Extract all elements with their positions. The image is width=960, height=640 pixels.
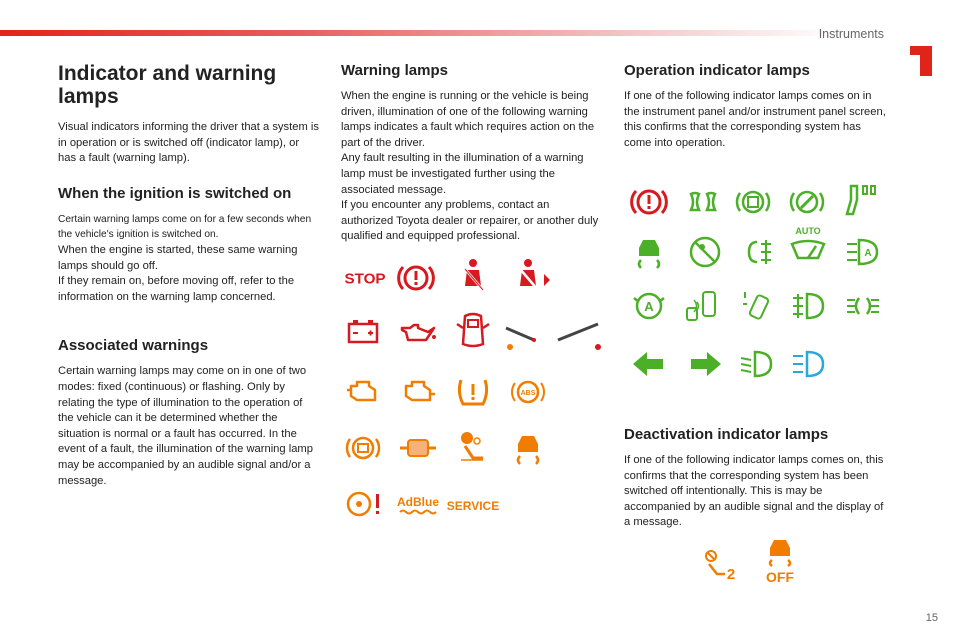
svg-text:AdBlue: AdBlue: [397, 495, 439, 509]
intro-paragraph: Visual indicators informing the driver that a system is in operation or is switched off (indicator lamp), or has a fault (warning lamp).: [58, 121, 319, 165]
chapter-number-marker: [910, 46, 936, 76]
oil-pressure-warning-icon: [395, 312, 441, 352]
ignition-paragraph-3: If they remain on, before moving off, refer to the information on the warning lamp concerned.: [58, 275, 295, 303]
airbag-warning-icon: [450, 428, 496, 468]
main-beam-indicator-icon: [786, 344, 832, 384]
parking-brake-indicator-icon: [730, 182, 776, 222]
svg-text:2: 2: [726, 566, 736, 583]
rear-fog-lamp-indicator-icon: [734, 232, 780, 272]
front-fog-lamp-indicator-icon: [786, 286, 832, 326]
abs-warning-icon: [505, 372, 551, 412]
brake-system-warning-icon: [393, 258, 439, 298]
page-number: 15: [925, 612, 938, 624]
svg-text:STOP: STOP: [344, 270, 386, 288]
skid-control-warning-icon: [505, 428, 551, 468]
dipped-beam-indicator-icon: [734, 344, 780, 384]
wiper-fault-warning-icon: [498, 310, 610, 350]
auto-wiping-indicator-icon: [784, 226, 832, 266]
deactivation-lamps-paragraph: If one of the following indicator lamps comes on, this confirms that the corresponding system has been switched off intentionally. This is may be accompanied by an audible signal and the display of a message.: [624, 454, 884, 529]
svg-text:A: A: [864, 248, 872, 259]
warning-lamps-paragraph-3: If you encounter any problems, contact an authorized Toyota dealer or repairer, or another duly qualified and equipped professional.: [341, 199, 599, 243]
skid-control-indicator-icon: [626, 232, 672, 272]
parking-sensors-indicator-icon: [680, 286, 726, 326]
skid-control-off-icon: [758, 536, 802, 586]
passenger-airbag-deactivated-icon: [696, 546, 742, 586]
glow-plug-indicator-icon: [682, 182, 728, 222]
page-title: Indicator and warning lamps: [58, 62, 277, 108]
svg-text:A: A: [644, 299, 654, 314]
brake-red-indicator-icon: [626, 182, 672, 222]
deactivation-lamps-heading: Deactivation indicator lamps: [624, 426, 829, 443]
blind-spot-indicator-icon: [734, 286, 780, 326]
top-accent-bar: [0, 30, 840, 36]
svg-text:ABS: ABS: [520, 390, 536, 397]
power-steering-warning-icon: [340, 484, 386, 524]
svg-text:AUTO: AUTO: [795, 226, 821, 236]
column-warning-lamps: [341, 62, 603, 245]
auto-high-beam-indicator-icon: [840, 232, 886, 272]
operation-lamps-heading: Operation indicator lamps: [624, 62, 810, 79]
sidelamps-indicator-icon: [840, 286, 886, 326]
warning-lamps-paragraph-2: Any fault resulting in the illumination of a warning lamp must be investigated further using the associated message.: [341, 152, 584, 196]
brake-pad-warning-icon: [340, 428, 386, 468]
ignition-paragraph-1: Certain warning lamps come on for a few seconds when the vehicle's ignition is switched on.: [58, 213, 312, 241]
section-name: Instruments: [818, 27, 884, 41]
svg-text:OFF: OFF: [766, 569, 794, 585]
ignition-heading: When the ignition is switched on: [58, 184, 292, 202]
left-turn-indicator-icon: [626, 344, 672, 384]
seatbelt-warning-icon: [450, 256, 496, 296]
column-indicator-lamps: [624, 62, 886, 151]
door-open-warning-icon: [450, 310, 496, 350]
column-intro: [58, 62, 320, 489]
deactivation-section: [624, 426, 886, 531]
associated-warnings-paragraph: Certain warning lamps may come on in one of two modes: fixed (continuous) or flashing. Only by relating the type of illumination to the operation of the vehicle can it be determined whether the situation is normal or a fault has occurred. In the event of a fault, the illumination of the warning lamp may be accompanied by an audible signal and/or a message.: [58, 365, 313, 487]
svg-text:SERVICE: SERVICE: [446, 499, 500, 513]
stop-warning-icon: [340, 258, 390, 298]
stop-start-a-indicator-icon: [626, 286, 672, 326]
right-turn-indicator-icon: [682, 344, 728, 384]
engine-warning-icon: [340, 372, 386, 412]
particle-filter-warning-icon: [395, 428, 441, 468]
warning-lamps-heading: Warning lamps: [341, 62, 448, 79]
engine-fault-warning-icon: [395, 372, 441, 412]
service-warning-icon: [448, 484, 498, 524]
tyre-pressure-warning-icon: [450, 372, 496, 412]
battery-warning-icon: [340, 312, 386, 352]
warning-lamps-paragraph-1: When the engine is running or the vehicle is being driven, illumination of one of the following warning lamps indicates a fault which requires action on the part of the driver.: [341, 90, 595, 149]
passenger-seatbelt-warning-icon: [507, 256, 553, 296]
adblue-warning-icon: [392, 484, 444, 524]
ignition-paragraph-2: When the engine is started, these same warning lamps should go off.: [58, 243, 298, 272]
stop-start-indicator-icon: [784, 182, 830, 222]
clutch-pedal-indicator-icon: [838, 180, 884, 220]
passenger-airbag-off-indicator-icon: [682, 232, 728, 272]
operation-lamps-paragraph: If one of the following indicator lamps comes on in the instrument panel and/or instrument panel screen, this confirms that the corresponding system has come into operation.: [624, 90, 886, 149]
associated-warnings-heading: Associated warnings: [58, 337, 209, 355]
